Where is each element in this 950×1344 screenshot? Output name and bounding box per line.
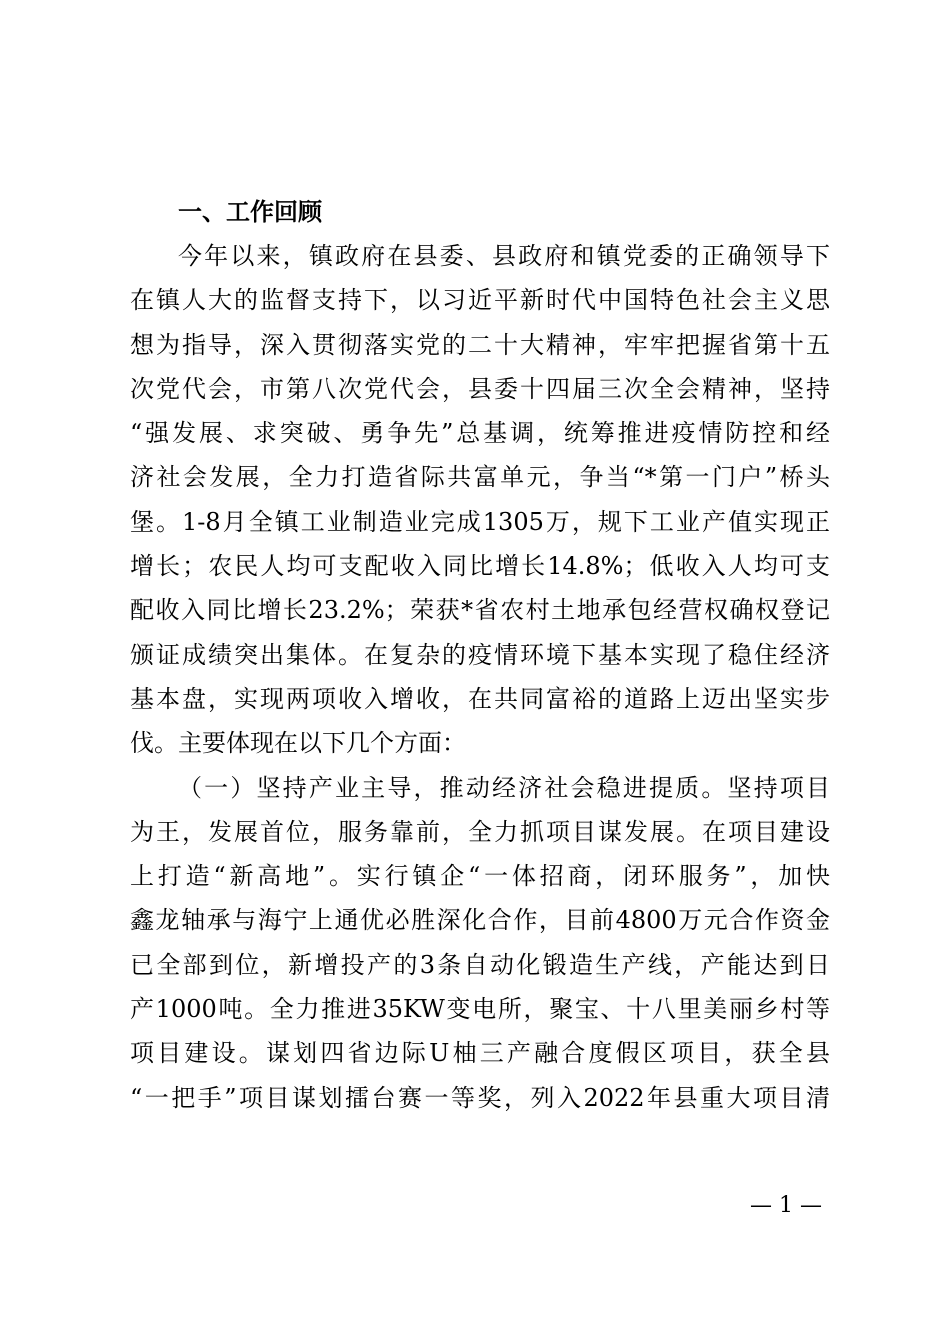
text-line: （一）坚持产业主导，推动经济社会稳进提质。坚持项目 [178,773,830,802]
text-line: 济社会发展，全力打造省际共富单元，争当“*第一门户”桥头 [130,463,830,492]
text-line: 想为指导，深入贯彻落实党的二十大精神，牢牢把握省第十五 [130,330,830,359]
text-line: 上打造“新高地”。实行镇企“一体招商，闭环服务”，加快 [130,862,830,891]
text-line: 为王，发展首位，服务靠前，全力抓项目谋发展。在项目建设 [130,817,830,846]
text-line: 配收入同比增长23.2%；荣获*省农村土地承包经营权确权登记 [130,596,830,625]
text-line: 产1000吨。全力推进35KW变电所，聚宝、十八里美丽乡村等 [130,995,830,1024]
text-line: 伐。主要体现在以下几个方面： [130,729,466,758]
page-number: — 1 — [750,1193,822,1218]
text-line: 堡。1-8月全镇工业制造业完成1305万，规下工业产值实现正 [130,507,830,536]
text-line: 颁证成绩突出集体。在复杂的疫情环境下基本实现了稳住经济 [130,640,830,669]
text-line: 在镇人大的监督支持下，以习近平新时代中国特色社会主义思 [130,286,830,315]
text-line: “强发展、求突破、勇争先”总基调，统筹推进疫情防控和经 [130,419,830,448]
text-line: 今年以来，镇政府在县委、县政府和镇党委的正确领导下 [178,242,830,270]
text-line: 基本盘，实现两项收入增收，在共同富裕的道路上迈出坚实步 [130,684,830,713]
text-line: 项目建设。谋划四省边际U柚三产融合度假区项目，获全县 [130,1039,830,1068]
paragraph-review-summary [130,234,830,766]
text-line: “一把手”项目谋划擂台赛一等奖，列入2022年县重大项目清 [130,1083,830,1112]
text-line: 增长；农民人均可支配收入同比增长14.8%；低收入人均可支 [130,552,830,581]
document-body [130,190,830,1120]
paragraph-industry [130,766,830,1120]
text-line: 鑫龙轴承与海宁上通优必胜深化合作，目前4800万元合作资金 [130,906,830,935]
section-heading: 一、工作回顾 [178,198,322,226]
text-line: 已全部到位，新增投产的3条自动化锻造生产线，产能达到日 [130,950,830,979]
text-line: 次党代会，市第八次党代会，县委十四届三次全会精神，坚持 [130,374,830,403]
